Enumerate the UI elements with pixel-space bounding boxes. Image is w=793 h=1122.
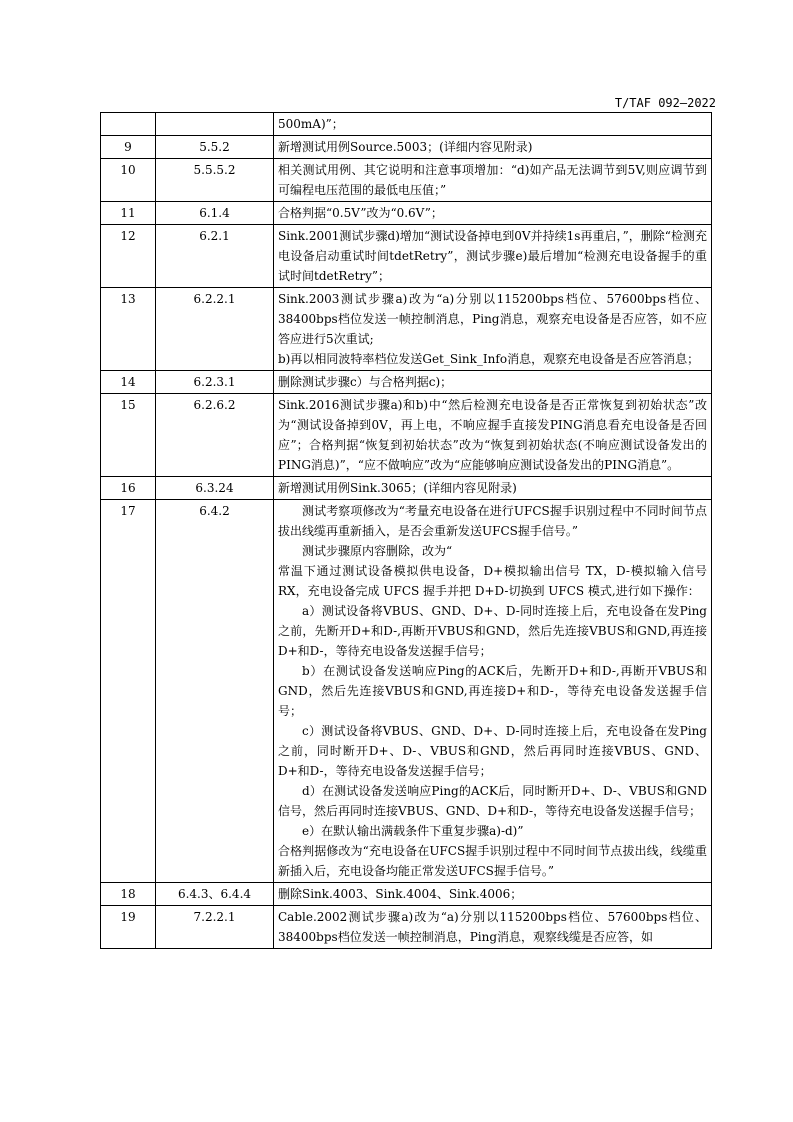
row-number: 14 bbox=[101, 371, 156, 394]
clause-number: 6.2.1 bbox=[156, 225, 274, 288]
description-line: Sink.2001测试步骤d)增加“测试设备掉电到0V并持续1s再重启，”，删除“检测充电设备启动重试时间tdetRetry”，测试步骤e)最后增加“检测充电设备握手的重试时间tdetRetry”； bbox=[278, 229, 707, 283]
row-number: 18 bbox=[101, 883, 156, 906]
description-line: 新增测试用例Source.5003；(详细内容见附录) bbox=[278, 140, 533, 154]
row-number: 9 bbox=[101, 136, 156, 159]
table-row bbox=[101, 113, 712, 136]
change-description bbox=[274, 371, 712, 394]
clause-number: 6.1.4 bbox=[156, 202, 274, 225]
table-row bbox=[101, 288, 712, 371]
description-line: Sink.2016测试步骤a)和b)中“然后检测充电设备是否正常恢复到初始状态”改为“测试设备掉到0V，再上电，不响应握手直接发PING消息看充电设备是否回应”；合格判据“恢复到初始状态”改为“恢复到初始状态(不响应测试设备发出的PING消息)”，“应不做响应”改为“应能够响应测试设备发出的PING消息”。 bbox=[278, 398, 707, 472]
description-line: 测试步骤原内容删除，改为“ bbox=[302, 544, 453, 558]
clause-number: 6.2.2.1 bbox=[156, 288, 274, 371]
row-number: 17 bbox=[101, 500, 156, 883]
revision-table bbox=[100, 112, 712, 949]
table-row bbox=[101, 883, 712, 906]
row-number: 16 bbox=[101, 477, 156, 500]
table-row bbox=[101, 906, 712, 949]
table-row bbox=[101, 477, 712, 500]
description-line: a）测试设备将VBUS、GND、D+、D-同时连接上后，充电设备在发Ping之前，先断开D+和D-,再断开VBUS和GND，然后先连接VBUS和GND,再连接D+和D-，等待充电设备发送握手信号； bbox=[278, 604, 707, 658]
description-line: c）测试设备将VBUS、GND、D+、D-同时连接上后，充电设备在发Ping之前，同时断开D+、D-、VBUS和GND，然后再同时连接VBUS、GND、D+和D-，等待充电设备发送握手信号； bbox=[278, 724, 707, 778]
row-number: 15 bbox=[101, 394, 156, 477]
table-row bbox=[101, 394, 712, 477]
description-line: e）在默认输出满载条件下重复步骤a)-d)” bbox=[302, 824, 524, 838]
change-description bbox=[274, 136, 712, 159]
row-number: 12 bbox=[101, 225, 156, 288]
description-line: 合格判据“0.5V”改为“0.6V”； bbox=[278, 206, 443, 220]
clause-number: 6.4.2 bbox=[156, 500, 274, 883]
description-line: 删除Sink.4003、Sink.4004、Sink.4006； bbox=[278, 887, 523, 901]
clause-number: 6.3.24 bbox=[156, 477, 274, 500]
change-description bbox=[274, 500, 712, 883]
clause-number: 6.2.3.1 bbox=[156, 371, 274, 394]
description-line: b）在测试设备发送响应Ping的ACK后，先断开D+和D-,再断开VBUS和GND，然后先连接VBUS和GND,再连接D+和D-，等待充电设备发送握手信号； bbox=[278, 664, 707, 718]
description-line: b)再以相同波特率档位发送Get_Sink_Info消息，观察充电设备是否应答消息； bbox=[278, 352, 700, 366]
table-row bbox=[101, 500, 712, 883]
table-row bbox=[101, 371, 712, 394]
row-number: 13 bbox=[101, 288, 156, 371]
clause-number: 7.2.2.1 bbox=[156, 906, 274, 949]
description-line: 测试考察项修改为“考量充电设备在进行UFCS握手识别过程中不同时间节点拔出线缆再重新插入，是否会重新发送UFCS握手信号。” bbox=[278, 504, 707, 538]
description-line: 合格判据修改为“充电设备在UFCS握手识别过程中不同时间节点拔出线，线缆重新插入后，充电设备均能正常发送UFCS握手信号。” bbox=[278, 844, 707, 878]
clause-number: 6.2.6.2 bbox=[156, 394, 274, 477]
description-line: 删除测试步骤c）与合格判据c)； bbox=[278, 375, 453, 389]
table-row bbox=[101, 136, 712, 159]
table-row bbox=[101, 159, 712, 202]
description-line: 500mA)”； bbox=[278, 117, 344, 131]
change-description bbox=[274, 202, 712, 225]
row-number: 10 bbox=[101, 159, 156, 202]
table-row bbox=[101, 202, 712, 225]
description-line: Sink.2003测试步骤a)改为“a)分别以115200bps档位、57600bps档位、38400bps档位发送一帧控制消息，Ping消息，观察充电设备是否应答，如不应答应进行5次重试; bbox=[278, 292, 707, 346]
row-number: 19 bbox=[101, 906, 156, 949]
clause-number: 5.5.2 bbox=[156, 136, 274, 159]
row-number: 11 bbox=[101, 202, 156, 225]
change-description bbox=[274, 883, 712, 906]
description-line: 相关测试用例、其它说明和注意事项增加：“d)如产品无法调节到5V,则应调节到可编程电压范围的最低电压值；” bbox=[278, 163, 707, 197]
row-number bbox=[101, 113, 156, 136]
clause-number: 6.4.3、6.4.4 bbox=[156, 883, 274, 906]
clause-number bbox=[156, 113, 274, 136]
description-line: Cable.2002测试步骤a)改为“a)分别以115200bps档位、57600bps档位、38400bps档位发送一帧控制消息，Ping消息，观察线缆是否应答，如 bbox=[278, 910, 707, 944]
change-description bbox=[274, 394, 712, 477]
table-row bbox=[101, 225, 712, 288]
change-description bbox=[274, 113, 712, 136]
description-line: 常温下通过测试设备模拟供电设备，D+模拟输出信号 TX，D-模拟输入信号 RX，充电设备完成 UFCS 握手并把 D+D-切换到 UFCS 模式,进行如下操作： bbox=[278, 564, 707, 598]
change-description bbox=[274, 288, 712, 371]
description-line: 新增测试用例Sink.3065；(详细内容见附录) bbox=[278, 481, 517, 495]
change-description bbox=[274, 477, 712, 500]
change-description bbox=[274, 225, 712, 288]
clause-number: 5.5.5.2 bbox=[156, 159, 274, 202]
description-line: d）在测试设备发送响应Ping的ACK后，同时断开D+、D-、VBUS和GND信号，然后再同时连接VBUS、GND、D+和D-，等待充电设备发送握手信号； bbox=[278, 784, 707, 818]
change-description bbox=[274, 159, 712, 202]
document-id: T/TAF 092—2022 bbox=[614, 96, 716, 110]
change-description bbox=[274, 906, 712, 949]
